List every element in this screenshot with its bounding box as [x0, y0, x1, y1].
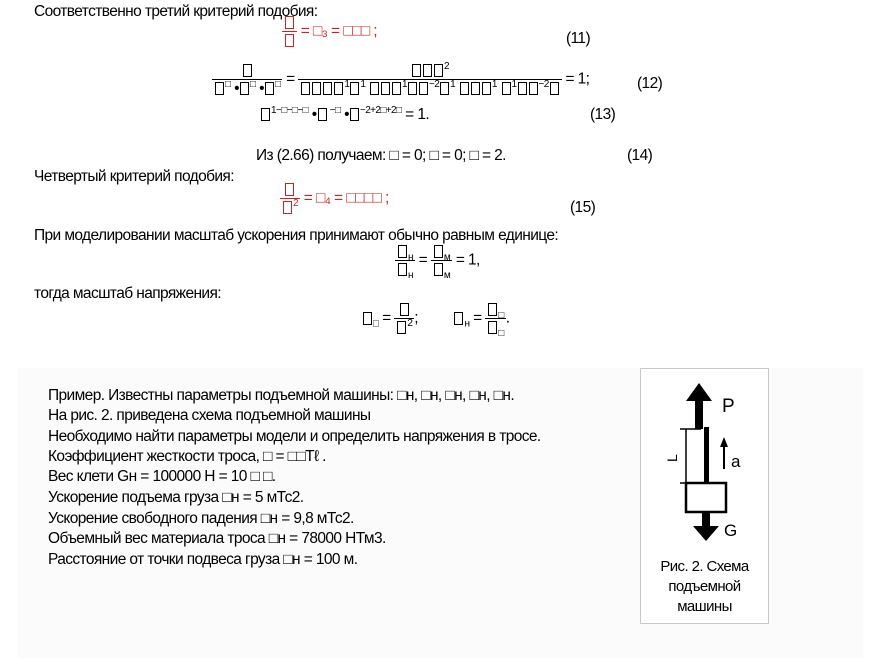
force-p-arrow [686, 383, 712, 429]
eq15-rhs: = □₄ = □□□□ ; [303, 189, 389, 207]
example-line-3: Необходимо найти параметры модели и определить напряжения в тросе. [48, 428, 541, 445]
equation-12: □ • □ • □ = $\frac{^2}{^1 ^1 ^1 ^{-2} ^1 ^1 ^1 ^{-2}}$ = 1; [212, 62, 589, 97]
example-line-4: Коэффициент жесткости троса, □ = □□Tℓ . [48, 448, 326, 465]
eq14-number: (14) [627, 147, 653, 164]
eq11-rhs: = □₃ = □□□ ; [300, 22, 377, 40]
example-line-2: На рис. 2. приведена схема подъемной машины [48, 407, 371, 424]
example-line-1: Пример. Известны параметры подъемной машины: □н, □н, □н, □н, □н. [48, 387, 515, 404]
figure-caption: Рис. 2. Схема подъемной машины [660, 558, 749, 615]
accel-ratio-rhs: = 1, [455, 251, 480, 269]
length-label: L [664, 454, 680, 462]
eq12-rhs: = 1; [565, 70, 590, 88]
eq11-fraction [282, 14, 297, 49]
rope [704, 427, 709, 485]
eq11-number: (11) [566, 30, 591, 47]
equation-11 [282, 14, 377, 49]
equation-15 [280, 181, 389, 216]
hoist-diagram [641, 369, 768, 554]
eq15-fraction: 2 [280, 181, 300, 216]
gravity-arrow-shaft [702, 512, 710, 526]
example-line-6: Ускорение подъема груза □н = 5 мТс2. [48, 489, 304, 506]
accel-ratio-equation: $\frac{_н}{_н}$ = $\frac{_м}{_м}$ = 1, [395, 243, 480, 278]
stress-scale-equation: $_□$ = $^2$ ; $_н$ = $\frac{_□}{_□}$ . [362, 301, 509, 336]
stress-frac-1: 2 [394, 301, 414, 336]
eq12-left-fraction: □ • □ • □ [212, 62, 282, 97]
criterion4-label: Четвертый критерий подобия: [34, 168, 234, 185]
intro-text: Соответственно третий критерий подобия: [34, 3, 318, 20]
eq12-right-fraction: $\frac{^2}{^1 ^1 ^1 ^{-2} ^1 ^1 ^1 ^{-2}}$ [298, 62, 561, 97]
stress-frac-2: $\frac{_□}{_□}$ [485, 301, 505, 336]
stress-scale-text: тогда масштаб напряжения: [34, 285, 221, 302]
eq13-rhs: = 1. [405, 106, 430, 123]
example-line-8: Объемный вес материала троса □н = 78000 НТм3. [48, 530, 386, 547]
acceleration-label: a [731, 452, 740, 471]
acceleration-arrow-head [720, 437, 728, 447]
accel-ratio-left: $\frac{_н}{_н}$ [395, 243, 415, 278]
eq13-number: (13) [590, 106, 616, 123]
equation-13: $^{1-□-□-□}$ • −□ • $^{-2+2□+2□}$ = 1. [260, 106, 429, 124]
accel-ratio-right: $\frac{_м}{_м}$ [431, 243, 452, 278]
hoist-diagram-figure [640, 368, 769, 624]
hoist-cage [686, 483, 726, 512]
gravity-label: G [724, 521, 737, 540]
example-line-5: Вес клети Gн = 100000 Н = 10 □ □. [48, 468, 276, 485]
force-p-label: P [722, 396, 735, 417]
eq15-number: (15) [570, 199, 596, 216]
example-line-9: Расстояние от точки подвеса груза □н = 100 м. [48, 551, 358, 568]
accel-scale-text: При моделировании масштаб ускорения принимают обычно равным единице: [34, 227, 559, 244]
eq14-text: Из (2.66) получаем: □ = 0; □ = 0; □ = 2. [256, 147, 506, 164]
eq12-number: (12) [637, 75, 663, 92]
example-line-7: Ускорение свободного падения □н = 9,8 мТс2. [48, 510, 354, 527]
gravity-arrow-head [693, 526, 719, 541]
